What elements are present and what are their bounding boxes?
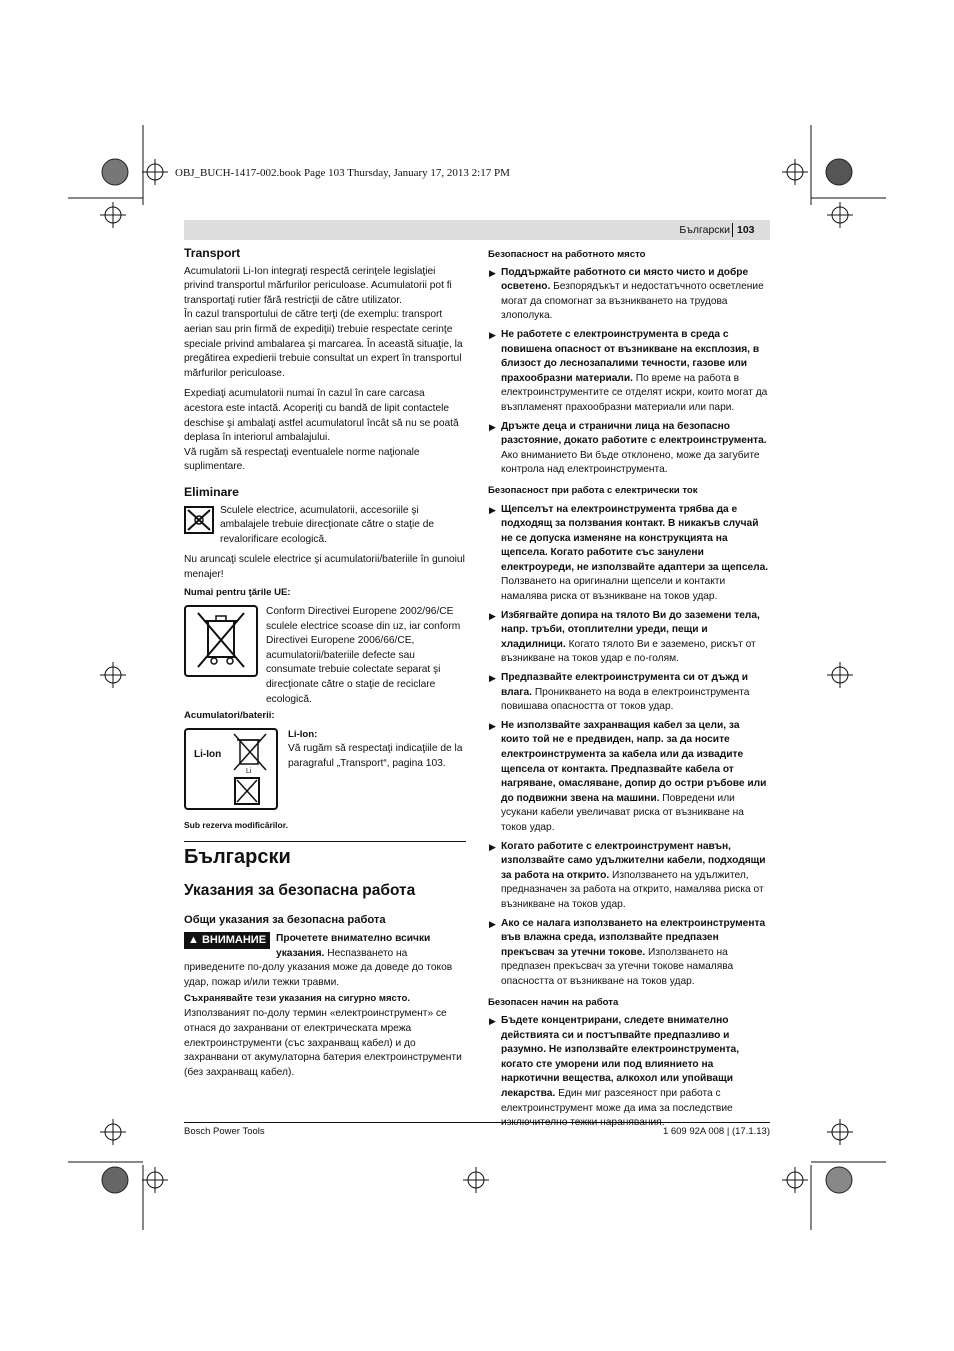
warning-block (184, 932, 466, 990)
li-icon-sub: Li (246, 767, 252, 775)
bullet-arrow-icon: ▶ (489, 421, 496, 432)
right-column (488, 246, 770, 1135)
bullet-bold: Не работете с електроинструмента в среда с повишена опасност от възникване на експлозия, в близост до леснозапалими течности, газове или прахообразни материали. (501, 328, 760, 384)
bullet-bold: Дръжте деца и странични лица на безопасно разстояние, докато работите с електроинструмента. (501, 420, 767, 447)
warning-label: ВНИМАНИЕ (201, 934, 267, 946)
bullet-arrow-icon: ▶ (489, 841, 496, 852)
safety-bullet (488, 328, 770, 416)
bullet-bold: Бъдете концентрирани, следете внимателно действията си и постъпвайте предпазливо и разумно. Не използвайте електроинструмента, когато сте уморени или под влиянието на наркотични вещества, алкохол или упойващи лекарства. (501, 1015, 740, 1100)
safety-bullet (488, 671, 770, 715)
elimination-paragraph: Nu aruncaţi sculele electrice şi acumulatorii/bateriile în gunoiul menajer! (184, 554, 465, 580)
crossed-bin-icon (184, 605, 258, 677)
bullet-text: Един миг разсеяност при работа с електроинструмент може да има за последствие (501, 1088, 733, 1114)
bullet-text: Безпорядъкът и недостатъчното осветление могат да спомогнат за възникването на трудова злополука. (501, 281, 764, 322)
transport-paragraph: Vă rugăm să respectaţi eventualele norme naţionale suplimentare. (184, 446, 420, 473)
section-heading: Безопасност на работното място (488, 249, 646, 260)
transport-paragraph: Expediaţi acumulatorii numai în cazul în care carcasa acestora este intactă. Acoperiţi cu bandă de lipit contactele deschise şi ambalaţi astfel acumulatorul încât să nu se poată deplasa în interiorul ambalajului. (184, 388, 459, 444)
footer-code: 1 609 92A 008 | (17.1.13) (662, 1126, 770, 1137)
bg-general-heading: Общи указания за безопасна работа (184, 914, 386, 926)
bg-section (184, 844, 466, 1080)
bullet-arrow-icon: ▶ (489, 504, 496, 515)
elimination-heading: Eliminare (184, 484, 239, 499)
section-divider (184, 841, 466, 842)
eu-paragraph: Conform Directivei Europene 2002/96/CE sculele electrice scoase din uz, iar conform Directivei Europene 2006/66/CE, acumulatorii/bateriile defecte sau consumate trebuie colectate separat şi direcţionate către o staţie de reciclare ecologică. (266, 606, 461, 705)
warning-bold: Прочетете внимателно всички указания. (276, 933, 431, 959)
bullet-bold: Поддържайте работното си място чисто и добре осветено. (501, 266, 749, 293)
li-ion-disposal-icon (184, 728, 278, 810)
safety-bullet (488, 266, 770, 324)
term-paragraph: Използваният по-долу термин «електроинструмент» се отнася до захранвани от електрическата мрежа електроинструменти (със захранващ кабел) и до захранвани от акумулаторна батерия електроинструменти (без захранващ кабел). (184, 1008, 462, 1078)
bullet-arrow-icon: ▶ (489, 673, 496, 684)
bullet-text: По време на работа в електроинструментите се отделят искри, които могат да възпламенят прахообразни материали или пари. (501, 372, 768, 413)
keep-instructions: Съхранявайте тези указания на сигурно място. (184, 993, 410, 1005)
book-file-line: OBJ_BUCH-1417-002.book Page 103 Thursday, January 17, 2013 2:17 PM (175, 167, 510, 179)
warning-triangle-icon: ▲ (188, 934, 199, 946)
safety-bullet (488, 1014, 770, 1131)
bullet-bold: Предпазвайте електроинструмента си от дъжд и влага. (501, 672, 749, 698)
bullet-arrow-icon: ▶ (489, 720, 496, 731)
bullet-arrow-icon: ▶ (489, 918, 496, 929)
warning-badge (184, 932, 270, 949)
bullet-arrow-icon: ▶ (489, 267, 496, 278)
bullet-bold: Ако се налага използването на електроинструмента във влажна среда, използвайте предпазен прекъсвач за утечни токове. (501, 917, 766, 958)
bullet-bold: Щепселът на електроинструмента трябва да е подходящ за ползвания контакт. В никакъв случай не се допуска изменяне на конструкцията на щепсела. Когато работите със занулени електроуреди, не използвайте адаптери за щепсела. (501, 503, 769, 573)
bg-subtitle: Указания за безопасна работа (184, 882, 416, 899)
bullet-bold: Избягвайте допира на тялото Ви до заземени тела, напр. тръби, отоплителни уреди, пещи и хладилници. (501, 609, 760, 650)
bullet-arrow-icon: ▶ (489, 329, 496, 340)
eu-heading: Numai pentru ţările UE: (184, 587, 291, 599)
safety-bullet (488, 609, 770, 667)
footer-rule (184, 1122, 770, 1123)
transport-paragraph: Acumulatorii Li-Ion integraţi respectă cerinţele legislaţiei privind transportul mărfurilor periculoase. Acumulatorii pot fi transportaţi rutier fără restricţii de către utilizator. (184, 265, 452, 306)
safety-bullet (488, 420, 770, 478)
bullet-text: Използването на предпазен прекъсвач за утечни токове намалява опасността от възникване на токов удар. (501, 946, 734, 987)
safety-bullet (488, 840, 770, 913)
warning-text: Неспазването на приведените по-долу указания може да доведе до токов удар, пожар и/или тежки травми. (184, 947, 453, 988)
header-divider (732, 223, 733, 237)
header-language: Български (679, 224, 730, 236)
bullet-bold: Не използвайте захранващия кабел за цели, за които той не е предвиден, напр. за да носите електроинструмента за кабела или да извадите щепсела от контакта. Предпазвайте кабела от нагряване, омасляване, допир до остри ръбове или до подвижни звена на машини. (501, 719, 767, 804)
bullet-bold: Когато работите с електроинструмент навън, използвайте само удължителни кабели, подходящи за работа на открито. (501, 840, 766, 881)
li-ion-paragraph: Vă rugăm să respectaţi indicaţiile de la paragraful „Transport“, pagina 103. (288, 743, 463, 769)
left-column (184, 246, 466, 832)
eu-block (184, 605, 466, 707)
footer-brand: Bosch Power Tools (184, 1126, 265, 1137)
li-ion-icon-label: Li-Ion (194, 748, 222, 760)
transport-heading: Transport (184, 246, 241, 260)
transport-paragraph: În cazul transportului de către terţi (de exemplu: transport aerian sau prin firmă de expediţii) trebuie respectate cerinţe speciale privind ambalarea şi marcarea. În această situaţie, la pregătirea expedierii trebuie consultat un expert în transportul mărfurilor periculoase. (184, 309, 463, 379)
bg-title: Български (184, 846, 291, 868)
recycle-tools-icon (184, 506, 214, 534)
bullet-arrow-icon: ▶ (489, 610, 496, 621)
battery-block (184, 728, 466, 810)
elimination-block (184, 504, 466, 548)
section-heading: Безопасен начин на работа (488, 996, 619, 1008)
bullet-text: Когато тялото Ви е заземено, рискът от възникване на токов удар е по-голям. (501, 638, 756, 665)
reserve-note: Sub rezerva modificărilor. (184, 819, 288, 830)
bullet-text: Ако вниманието Ви бъде отклонено, може да загубите контрола над електроинструмента. (501, 449, 760, 476)
safety-bullet (488, 917, 770, 990)
safety-bullet (488, 503, 770, 605)
elimination-paragraph: Sculele electrice, acumulatorii, accesoriile şi ambalajele trebuie direcţionate către o staţie de revalorificare ecologică. (220, 504, 435, 545)
bullet-text: Ползването на оригинални щепсели и контакти намалява риска от възникване на токов удар. (501, 576, 726, 603)
safety-bullet (488, 719, 770, 836)
bullet-text: Използването на удължител, предназначен за работа на открито, намалява риска от възникване на токов удар. (501, 869, 764, 910)
page-number: 103 (737, 224, 755, 236)
bullet-text: Проникването на вода в електроинструмента повишава опасността от токов удар. (501, 686, 750, 713)
li-ion-heading: Li-Ion: (288, 728, 318, 740)
battery-heading: Acumulatori/baterii: (184, 710, 275, 722)
section-heading: Безопасност при работа с електрически ток (488, 484, 698, 496)
bullet-arrow-icon: ▶ (489, 1016, 496, 1027)
bullet-text: Повредени или усукани кабели увеличават риска от възникване на токов удар. (501, 792, 744, 833)
